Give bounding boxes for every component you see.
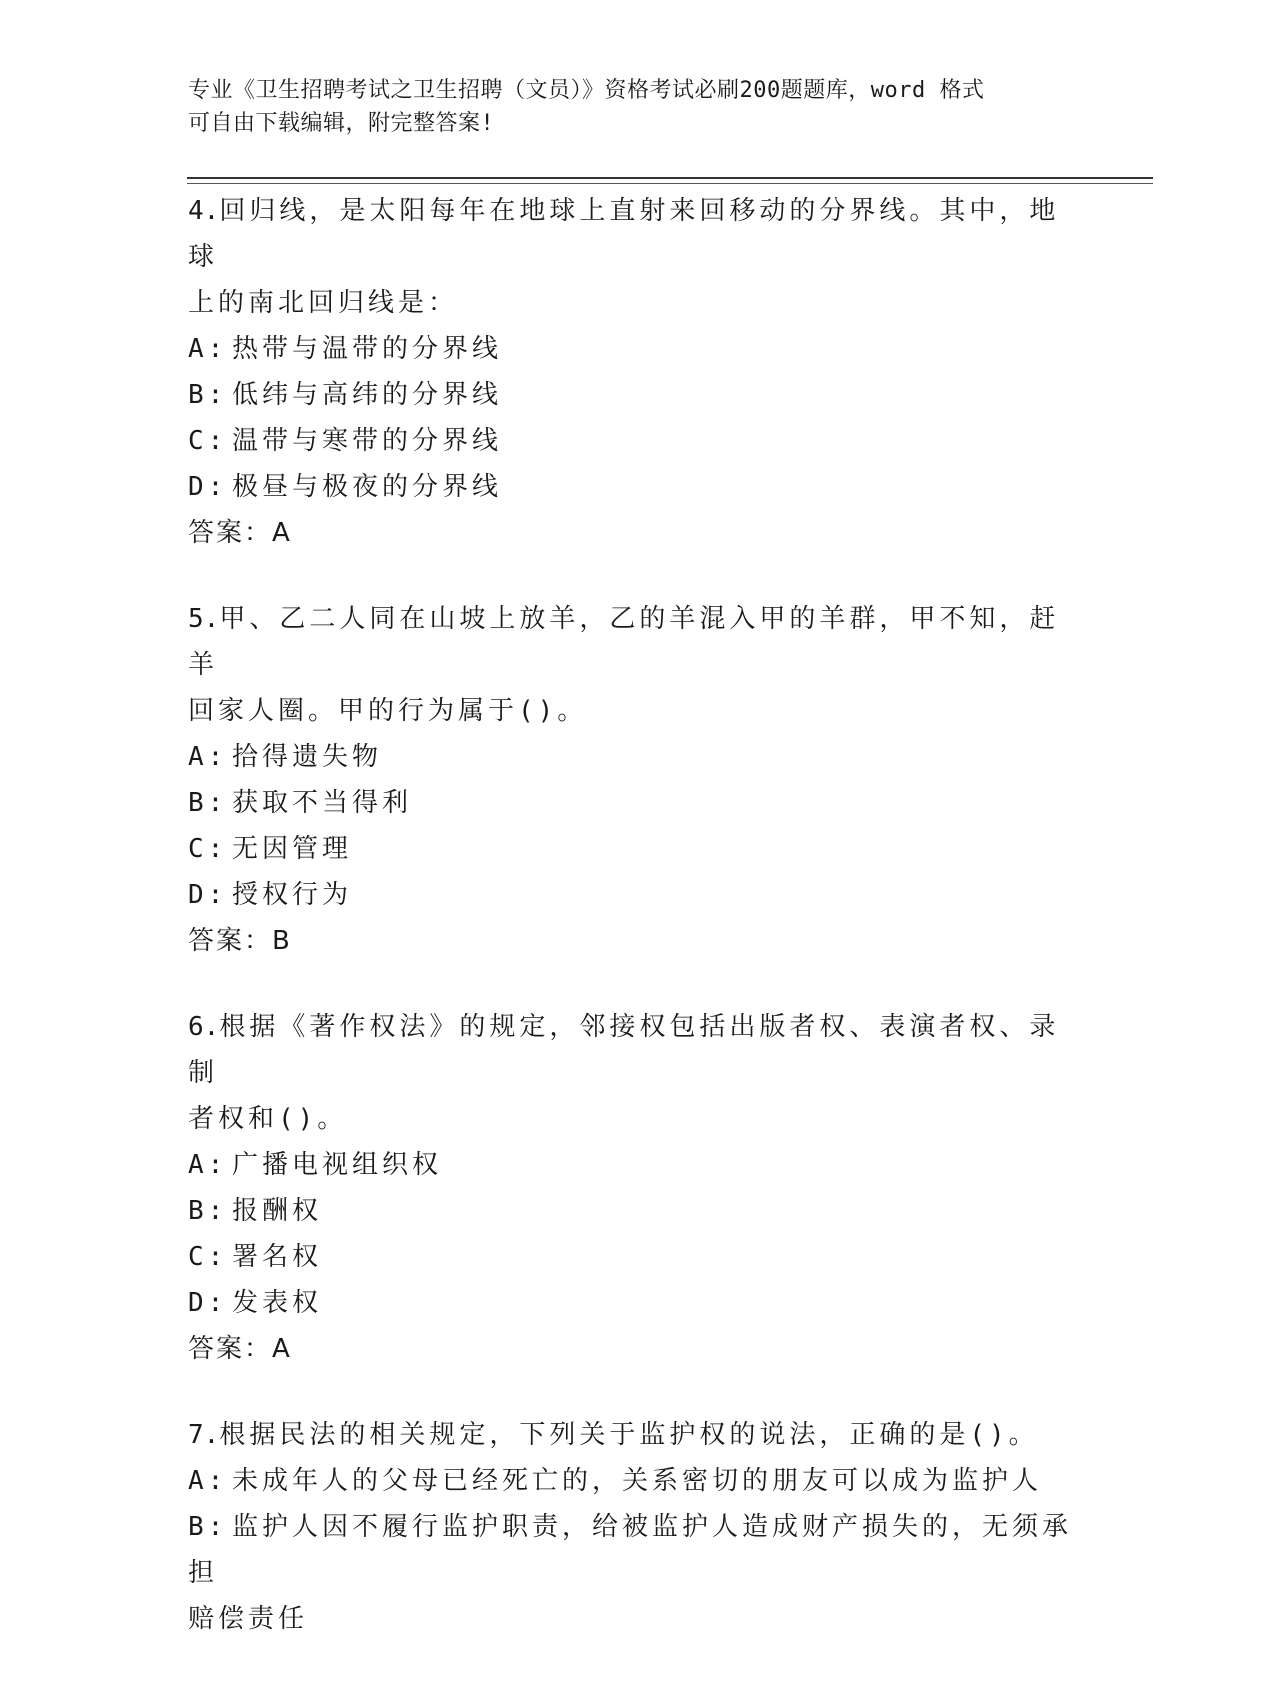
header-rule-thin [187,183,1153,184]
question-block [188,1412,1088,1642]
option-letter: C: [188,1242,228,1272]
answer-option [188,734,1088,780]
option-text: 无因管理 [232,834,353,864]
answer-option [188,418,1088,464]
question-stem-text: 上的南北回归线是： [188,288,459,318]
option-text: 授权行为 [232,880,353,910]
option-text: 拾得遗失物 [232,742,383,772]
option-text: 未成年人的父母已经死亡的，关系密切的朋友可以成为监护人 [232,1466,1043,1496]
answer-option [188,872,1088,918]
question-stem-text: 甲、乙二人同在山坡上放羊，乙的羊混入甲的羊群，甲不知，赶羊 [188,604,1060,680]
answer-key: 答案：A [188,518,292,548]
header-line-1: 专业《卫生招聘考试之卫生招聘（文员）》资格考试必刷200题题库，word 格式 [188,78,985,103]
option-letter: B: [188,788,228,818]
header-rule-thick [187,177,1153,179]
answer-key: 答案：B [188,926,292,956]
question-stem-text: 者权和()。 [188,1104,348,1134]
option-text: 获取不当得利 [232,788,413,818]
answer-option [188,1234,1088,1280]
question-number: 4. [188,196,220,226]
question-stem-text: 回家人圈。甲的行为属于()。 [188,696,588,726]
question-block [188,596,1088,964]
option-text: 极昼与极夜的分界线 [232,472,503,502]
question-number: 6. [188,1012,220,1042]
question-stem-line [188,1004,1088,1096]
question-stem-text: 根据《著作权法》的规定，邻接权包括出版者权、表演者权、录制 [188,1012,1060,1088]
option-letter: D: [188,1288,228,1318]
option-letter: A: [188,1466,228,1496]
question-stem-line [188,596,1088,688]
question-stem-line [188,280,1088,326]
answer-option [188,326,1088,372]
document-header [188,74,1068,140]
answer-option [188,780,1088,826]
question-number: 7. [188,1420,220,1450]
option-letter: C: [188,426,228,456]
question-stem-line [188,688,1088,734]
question-stem-text: 根据民法的相关规定，下列关于监护权的说法，正确的是()。 [219,1420,1039,1450]
question-list [188,188,1088,1682]
answer-option [188,464,1088,510]
answer-option [188,1280,1088,1326]
option-letter: C: [188,834,228,864]
question-block [188,1004,1088,1372]
option-text: 广播电视组织权 [232,1150,443,1180]
option-letter: A: [188,334,228,364]
option-letter: D: [188,880,228,910]
answer-option [188,1596,1088,1642]
option-text: 监护人因不履行监护职责，给被监护人造成财产损失的，无须承担 [188,1512,1073,1588]
option-letter: A: [188,742,228,772]
option-text: 署名权 [232,1242,323,1272]
question-stem-line [188,188,1088,280]
option-letter: B: [188,380,228,410]
option-text: 热带与温带的分界线 [232,334,503,364]
option-text: 发表权 [232,1288,323,1318]
answer-option [188,1504,1088,1596]
question-block [188,188,1088,556]
option-text: 温带与寒带的分界线 [232,426,503,456]
option-text: 报酬权 [232,1196,323,1226]
answer-option [188,1458,1088,1504]
option-letter: B: [188,1196,228,1226]
option-letter: B: [188,1512,228,1542]
header-line-2: 可自由下载编辑，附完整答案! [188,111,495,136]
answer-key: 答案：A [188,1334,292,1364]
answer-option [188,1188,1088,1234]
answer-option [188,826,1088,872]
question-stem-line [188,1412,1088,1458]
answer-option [188,1142,1088,1188]
question-stem-text: 回归线，是太阳每年在地球上直射来回移动的分界线。其中，地球 [188,196,1060,272]
option-text: 低纬与高纬的分界线 [232,380,503,410]
option-text: 赔偿责任 [188,1604,309,1634]
option-letter: A: [188,1150,228,1180]
question-number: 5. [188,604,220,634]
answer-option [188,372,1088,418]
option-letter: D: [188,472,228,502]
question-stem-line [188,1096,1088,1142]
